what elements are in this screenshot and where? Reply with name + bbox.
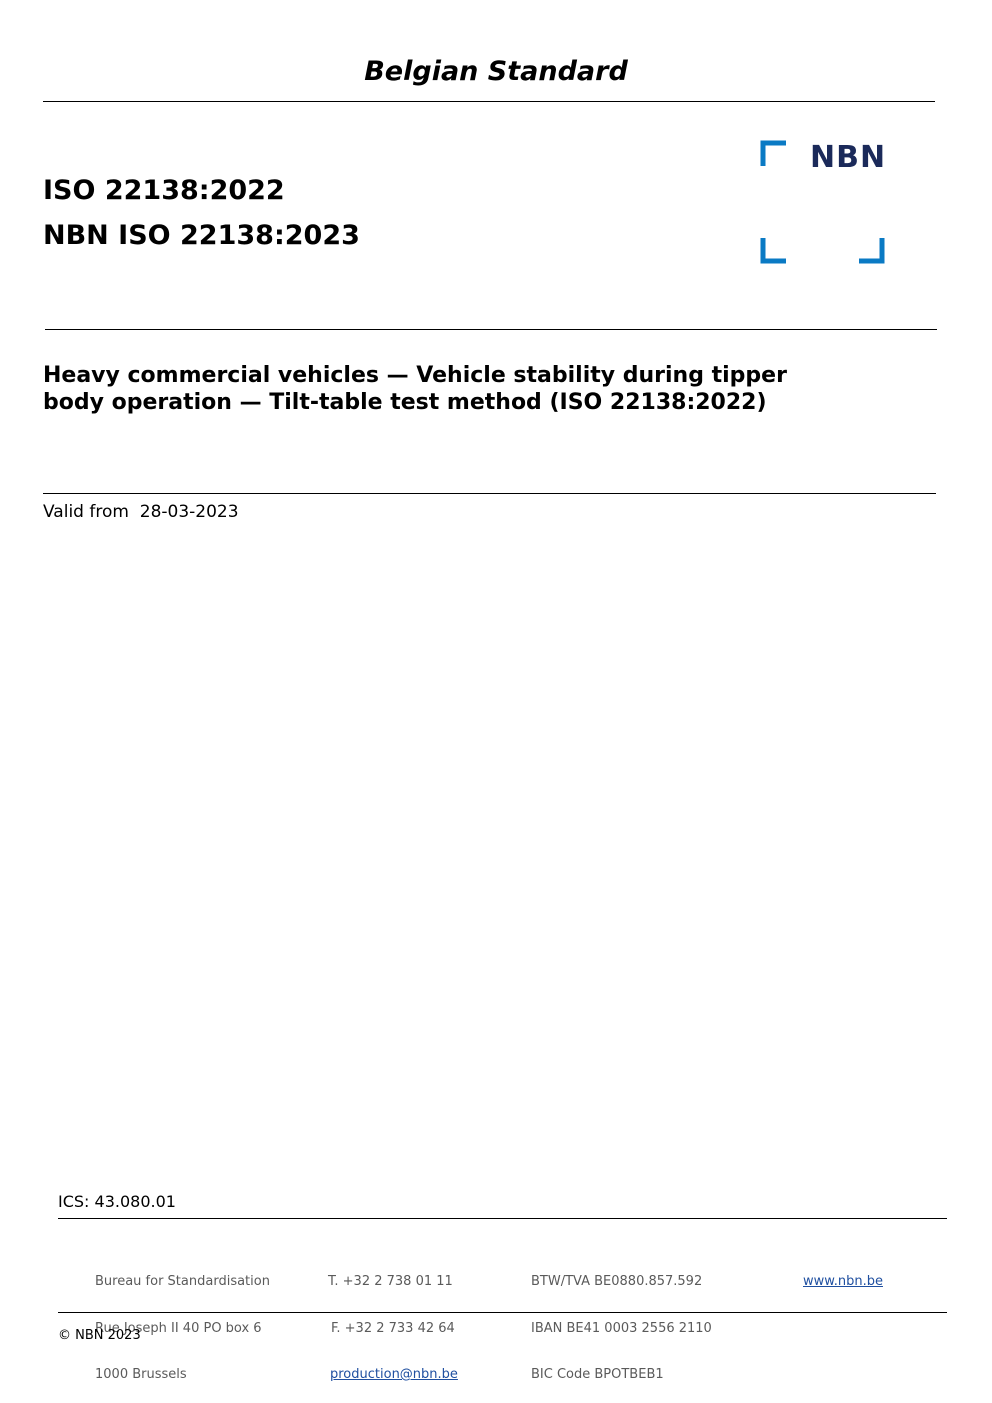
- address-line-1: Bureau for Standardisation: [95, 1274, 270, 1289]
- nbn-logo: [760, 140, 886, 264]
- footer-contact: [328, 1243, 458, 1398]
- footer-web: [803, 1243, 883, 1305]
- address-line-2: Rue Joseph II 40 PO box 6: [95, 1320, 262, 1336]
- fax-number: F. +32 2 733 42 64: [331, 1320, 455, 1336]
- address-line-3: 1000 Brussels: [95, 1367, 187, 1382]
- btw-number: BTW/TVA BE0880.857.592: [531, 1274, 703, 1289]
- copyright: © NBN 2023: [58, 1328, 141, 1343]
- title-divider-bottom: [43, 493, 936, 494]
- footer-banking: [531, 1243, 712, 1398]
- nbn-standard-id: NBN ISO 22138:2023: [43, 220, 360, 251]
- document-title-line-1: Heavy commercial vehicles — Vehicle stability during tipper: [43, 363, 787, 388]
- footer-divider-top: [58, 1218, 947, 1219]
- phone-number: T. +32 2 738 01 11: [328, 1274, 453, 1289]
- valid-label: Valid from: [43, 502, 129, 522]
- title-divider-top: [45, 329, 937, 330]
- bic-code: BIC Code BPOTBEB1: [531, 1367, 664, 1382]
- document-title: [43, 362, 903, 416]
- iso-standard-id: ISO 22138:2022: [43, 175, 285, 206]
- iban-number: IBAN BE41 0003 2556 2110: [531, 1320, 712, 1336]
- footer-address: [95, 1243, 270, 1398]
- ics-code: ICS: 43.080.01: [58, 1192, 176, 1211]
- footer-divider-bottom: [58, 1312, 947, 1313]
- valid-date: 28-03-2023: [139, 502, 239, 522]
- header-divider: [43, 101, 935, 102]
- email-link[interactable]: production@nbn.be: [330, 1367, 458, 1382]
- validity: [43, 502, 239, 522]
- logo-text: NBN: [810, 140, 887, 175]
- document-title-line-2: body operation — Tilt-table test method (ISO 22138:2022): [43, 390, 767, 415]
- website-link[interactable]: www.nbn.be: [803, 1274, 883, 1289]
- header-title: Belgian Standard: [364, 56, 628, 87]
